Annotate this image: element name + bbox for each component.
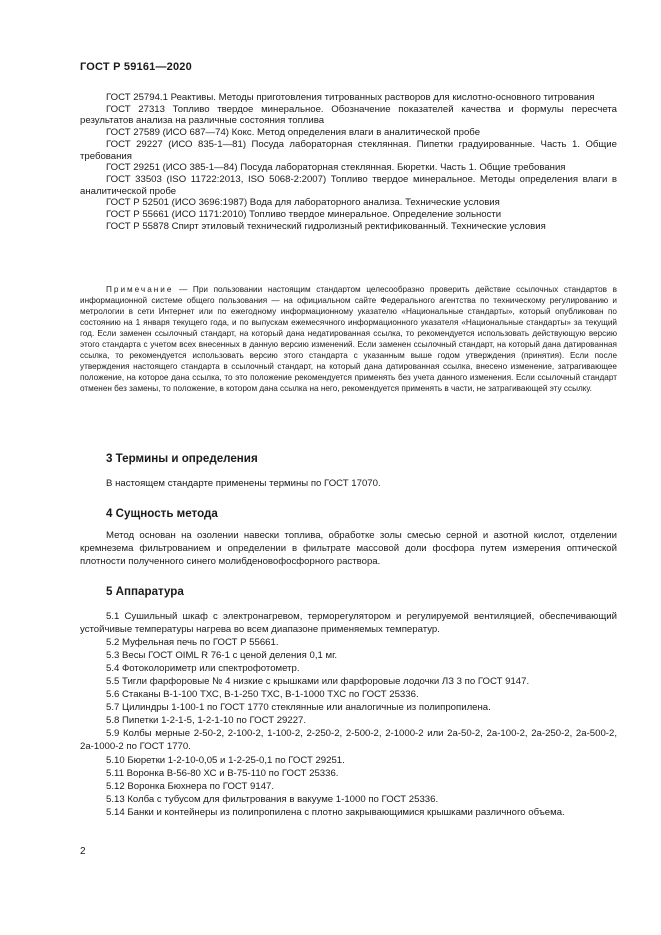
note-label: Примечание: [106, 285, 174, 294]
apparatus-item: 5.3 Весы ГОСТ OIML R 76-1 с ценой деления 0,1 мг.: [106, 650, 338, 662]
apparatus-item: 5.1 Сушильный шкаф с электронагревом, терморегулятором и регулируемой вентиляцией, обеспечивающий устойчивые температуры нагрева во всем диапазоне применяемых температур.: [80, 611, 617, 636]
apparatus-item: 5.2 Муфельная печь по ГОСТ Р 55661.: [106, 637, 279, 649]
reference-item: ГОСТ 27313 Топливо твердое минеральное. Обозначение показателей качества и формулы пересчета результатов анализа на различные состояния топлива: [80, 103, 617, 127]
reference-item: ГОСТ 29227 (ИСО 835-1—81) Посуда лабораторная стеклянная. Пипетки градуированные. Часть 1. Общие требования: [80, 138, 617, 162]
apparatus-item: 5.12 Воронка Бюхнера по ГОСТ 9147.: [106, 780, 275, 792]
section-3-title: 3 Термины и определения: [106, 452, 258, 465]
note-text: — При пользовании настоящим стандартом целесообразно проверить действие ссылочных стандартов в информационной системе общего пользования — на официальном сайте Федерального агентства по техническому регулированию и метрологии в сети Интернет или по ежегодному информационному указателю «Национальные стандарты», который опубликован по состоянию на 1 января текущего года, и по выпускам ежемесячного информационного указателя «Национальные стандарты» за текущий год. Если заменен ссылочный стандарт, на который дана недатированная ссылка, то рекомендуется использовать действующую версию этого стандарта с учетом всех внесенных в данную версию изменений. Если заменен ссылочный стандарт, на который дана датированная ссылка, то рекомендуется использовать версию этого стандарта с указанным выше годом утверждения (принятия). Если после утверждения настоящего стандарта в ссылочный стандарт, на который дана датированная ссылка, внесено изменение, затрагивающее положение, на которое дана ссылка, то это положение рекомендуется применять без учета данного изменения. Если ссылочный стандарт отменен без замены, то положение, в котором дана ссылка на него, рекомендуется применять в части, не затрагивающей эту ссылку.: [80, 285, 617, 394]
reference-item: ГОСТ 33503 (ISO 11722:2013, ISO 5068-2:2007) Топливо твердое минеральное. Методы определения влаги в аналитической пробе: [80, 173, 617, 197]
section-5-title: 5 Аппаратура: [106, 585, 184, 598]
apparatus-item: 5.9 Колбы мерные 2-50-2, 2-100-2, 1-100-2, 2-250-2, 2-500-2, 2-1000-2 или 2а-50-2, 2а-100-2, 2а-250-2, 2а-500-2, 2а-1000-2 по ГОСТ 1770.: [80, 728, 617, 753]
note-paragraph: [80, 284, 617, 394]
section-4-text: Метод основан на озолении навески топлива, обработке золы смесью серной и азотной кислот, отделении кремнезема фильтрованием и определении в фильтрате массовой доли фосфора путем измерения оптической плотности полученного синего молибденовофосфорного раствора.: [80, 530, 617, 568]
apparatus-item: 5.14 Банки и контейнеры из полипропилена с плотно закрывающимися крышками различного объема.: [106, 806, 565, 818]
reference-item: ГОСТ 25794.1 Реактивы. Методы приготовления титрованных растворов для кислотно-основного титрования: [106, 92, 595, 103]
apparatus-item: 5.4 Фотоколориметр или спектрофотометр.: [106, 663, 300, 675]
apparatus-item: 5.11 Воронка В-56-80 ХС и В-75-110 по ГОСТ 25336.: [106, 767, 339, 779]
reference-item: ГОСТ 27589 (ИСО 687—74) Кокс. Метод определения влаги в аналитической пробе: [106, 127, 481, 139]
apparatus-item: 5.5 Тигли фарфоровые № 4 низкие с крышками или фарфоровые лодочки ЛЗ 3 по ГОСТ 9147.: [106, 676, 530, 688]
apparatus-item: 5.6 Стаканы В-1-100 ТХС, В-1-250 ТХС, В-1-1000 ТХС по ГОСТ 25336.: [106, 689, 419, 701]
page-number: 2: [80, 846, 86, 857]
reference-item: ГОСТ Р 52501 (ИСО 3696:1987) Вода для лабораторного анализа. Технические условия: [106, 197, 500, 209]
reference-item: ГОСТ Р 55661 (ИСО 1171:2010) Топливо твердое минеральное. Определение зольности: [106, 209, 502, 221]
apparatus-item: 5.7 Цилиндры 1-100-1 по ГОСТ 1770 стеклянные или аналогичные из полипропилена.: [106, 702, 491, 714]
reference-item: ГОСТ Р 55878 Спирт этиловый технический гидролизный ректификованный. Технические условия: [106, 220, 546, 232]
reference-item: ГОСТ 29251 (ИСО 385-1—84) Посуда лабораторная стеклянная. Бюретки. Часть 1. Общие требования: [106, 162, 566, 174]
references-list: [80, 92, 617, 232]
note-block: [80, 284, 617, 394]
apparatus-item: 5.10 Бюретки 1-2-10-0,05 и 1-2-25-0,1 по ГОСТ 29251.: [106, 754, 345, 766]
section-4-title: 4 Сущность метода: [106, 507, 218, 520]
apparatus-item: 5.13 Колба с тубусом для фильтрования в вакууме 1-1000 по ГОСТ 25336.: [106, 793, 439, 805]
document-header: ГОСТ Р 59161—2020: [80, 61, 192, 73]
section-3-text: В настоящем стандарте применены термины по ГОСТ 17070.: [106, 478, 381, 489]
apparatus-list: [80, 610, 617, 819]
apparatus-item: 5.8 Пипетки 1-2-1-5, 1-2-1-10 по ГОСТ 29227.: [106, 715, 307, 727]
